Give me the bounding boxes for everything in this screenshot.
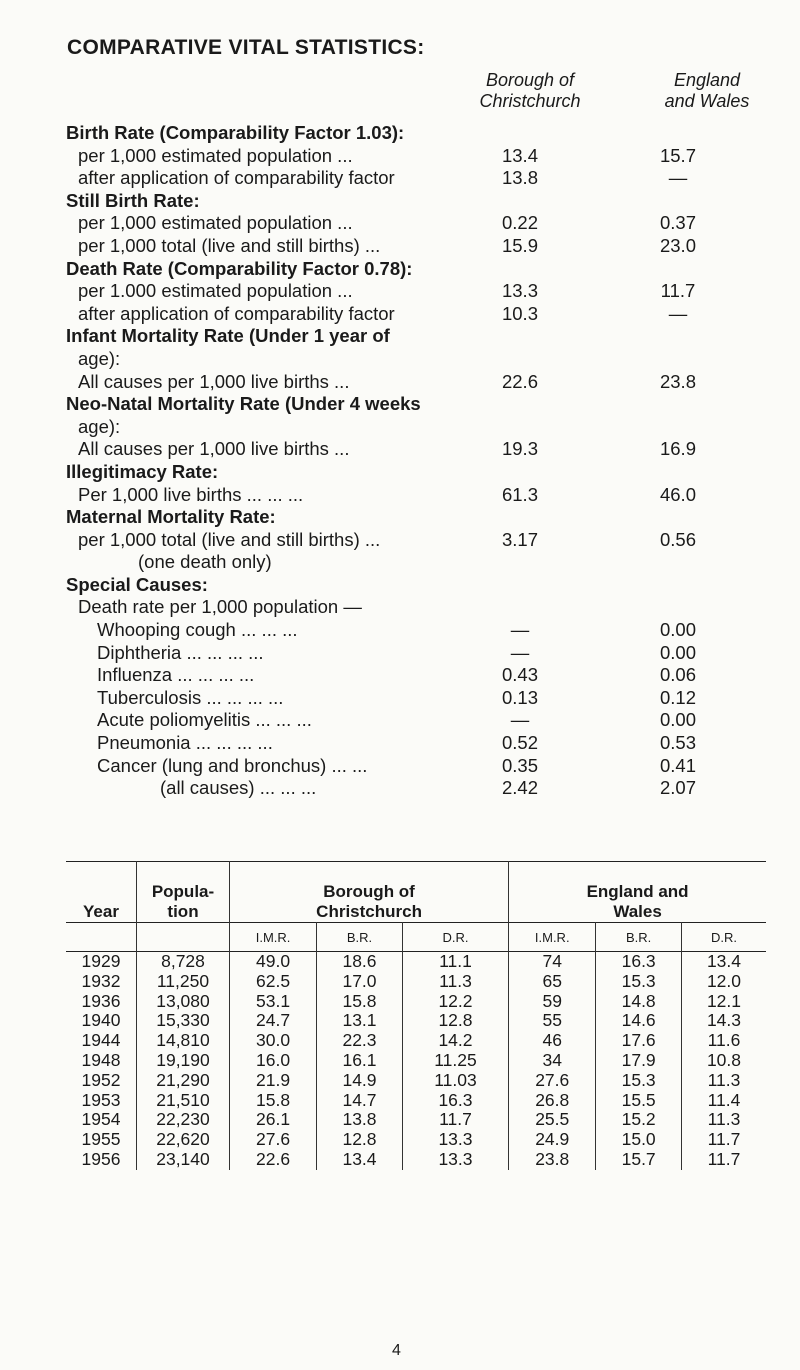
stat-value-national: — [668,167,688,189]
stat-value-borough: 13.4 [501,144,538,166]
stat-value-national: 0.00 [659,641,696,663]
cell-borough-br: 17.0 [317,972,403,992]
stat-value-borough: 0.52 [501,732,538,754]
cell-population: 22,620 [137,1130,230,1150]
stat-value-borough: 0.43 [501,664,538,686]
stat-label: age): [78,415,121,437]
cell-borough-dr: 13.3 [402,1150,508,1170]
cell-national-dr: 11.7 [681,1150,766,1170]
cell-national-br: 15.0 [596,1130,682,1150]
cell-national-imr: 23.8 [509,1150,596,1170]
cell-national-dr: 12.0 [681,972,766,992]
table-row [66,1011,766,1031]
stat-row [66,371,766,394]
stat-row [66,664,766,687]
cell-national-imr: 74 [509,952,596,972]
header-borough [230,862,509,923]
stat-label: Illegitimacy Rate: [66,460,219,482]
stat-value-borough: 19.3 [501,438,538,460]
cell-borough-br: 13.8 [317,1110,403,1130]
column-header-national-line2: and Wales [664,91,750,111]
table-row [66,1071,766,1091]
stat-label: Infant Mortality Rate (Under 1 year of [66,325,390,347]
cell-borough-imr: 24.7 [230,1011,317,1031]
cell-population: 14,810 [137,1031,230,1051]
cell-borough-imr: 21.9 [230,1071,317,1091]
cell-national-imr: 24.9 [509,1130,596,1150]
stat-value-borough: 13.8 [501,167,538,189]
stat-label: (all causes) ... ... ... [160,777,317,799]
stat-row [66,235,766,258]
stat-row [66,303,766,326]
cell-national-br: 15.7 [596,1150,682,1170]
stat-label: (one death only) [138,551,272,573]
subheader-borough-br: B.R. [317,923,403,952]
stat-row [66,732,766,755]
stat-label: after application of comparability factor [78,302,395,324]
stat-value-national: 0.53 [659,732,696,754]
stat-section-heading [66,122,766,145]
column-header-national [627,70,787,112]
cell-national-br: 14.8 [596,992,682,1012]
cell-borough-imr: 26.1 [230,1110,317,1130]
cell-year: 1944 [81,1030,121,1051]
stat-value-borough: 0.13 [501,686,538,708]
cell-borough-dr: 13.3 [402,1130,508,1150]
column-header-borough-line2: Christchurch [479,91,581,111]
column-header-national-line1: England [673,70,741,90]
table-row [66,992,766,1012]
table-row [66,1051,766,1071]
cell-borough-dr: 11.3 [402,972,508,992]
stat-value-borough: 2.42 [501,777,538,799]
stat-value-national: 2.07 [659,777,696,799]
stat-label: Still Birth Rate: [66,189,200,211]
cell-borough-imr: 27.6 [230,1130,317,1150]
stat-label: Tuberculosis ... ... ... ... [97,686,284,708]
subheader-borough-dr: D.R. [402,923,508,952]
cell-borough-imr: 49.0 [230,952,317,972]
stat-row [66,551,766,574]
column-header-borough [450,70,610,112]
stat-label: per 1,000 estimated population ... [78,144,353,166]
cell-national-br: 14.6 [596,1011,682,1031]
cell-national-br: 17.9 [596,1051,682,1071]
stat-label: per 1,000 total (live and still births) ... [78,234,381,256]
historical-rates-body [66,952,766,1170]
stat-value-borough: — [510,641,530,663]
cell-national-dr: 11.6 [681,1031,766,1051]
table-row [66,1150,766,1170]
stat-label: Influenza ... ... ... ... [97,664,255,686]
cell-population: 21,290 [137,1071,230,1091]
table-row [66,952,766,972]
stat-section-heading [66,190,766,213]
cell-borough-br: 14.7 [317,1091,403,1111]
cell-national-br: 15.2 [596,1110,682,1130]
stat-label: Maternal Mortality Rate: [66,506,276,528]
cell-national-dr: 11.4 [681,1091,766,1111]
stat-section-heading [66,574,766,597]
cell-national-br: 17.6 [596,1031,682,1051]
stat-label: per 1.000 estimated population ... [78,280,353,302]
stat-value-national: 0.37 [659,212,696,234]
stat-value-borough: 22.6 [501,370,538,392]
cell-national-br: 16.3 [596,952,682,972]
cell-population: 19,190 [137,1051,230,1071]
cell-national-dr: 13.4 [681,952,766,972]
table-row [66,1110,766,1130]
cell-borough-dr: 11.1 [402,952,508,972]
vital-statistics-list [66,122,766,800]
cell-national-br: 15.3 [596,1071,682,1091]
page-number: 4 [392,1342,401,1359]
stat-value-national: 23.0 [659,234,696,256]
historical-rates-table [66,861,766,1170]
stat-value-national: 15.7 [659,144,696,166]
column-header-borough-line1: Borough of [485,70,575,90]
stat-label: Death rate per 1,000 population — [78,596,362,618]
cell-borough-dr: 12.8 [402,1011,508,1031]
cell-population: 15,330 [137,1011,230,1031]
cell-population: 22,230 [137,1110,230,1130]
cell-year: 1929 [81,951,121,971]
stat-row [66,212,766,235]
stat-row [66,167,766,190]
cell-year: 1956 [81,1148,121,1169]
cell-national-imr: 65 [509,972,596,992]
cell-borough-imr: 22.6 [230,1150,317,1170]
stat-value-national: 0.12 [659,686,696,708]
cell-population: 11,250 [137,972,230,992]
header-year: Year [83,902,119,921]
stat-row [66,687,766,710]
stat-value-borough: 0.35 [501,754,538,776]
cell-borough-dr: 11.25 [402,1051,508,1071]
cell-national-br: 15.5 [596,1091,682,1111]
stat-section-heading [66,325,766,348]
stat-label: Death Rate (Comparability Factor 0.78): [66,257,413,279]
stat-label: age): [78,347,121,369]
cell-national-dr: 14.3 [681,1011,766,1031]
stat-row [66,529,766,552]
stat-label: Neo-Natal Mortality Rate (Under 4 weeks [66,393,421,415]
header-national [509,862,766,923]
cell-national-imr: 27.6 [509,1071,596,1091]
stat-label: Cancer (lung and bronchus) ... ... [97,754,368,776]
stat-label: Diphtheria ... ... ... ... [97,641,264,663]
stat-value-national: 11.7 [660,280,696,302]
cell-borough-dr: 11.7 [402,1110,508,1130]
header-population-line2: tion [167,902,199,921]
stat-label: Pneumonia ... ... ... ... [97,732,273,754]
stat-value-national: 23.8 [659,370,696,392]
stat-row [66,280,766,303]
cell-borough-imr: 53.1 [230,992,317,1012]
cell-borough-imr: 30.0 [230,1031,317,1051]
cell-national-imr: 55 [509,1011,596,1031]
stat-section-heading [66,506,766,529]
stat-value-borough: 61.3 [501,483,538,505]
cell-national-br: 15.3 [596,972,682,992]
stat-value-borough: 15.9 [501,234,538,256]
header-national-line2: Wales [613,902,662,921]
header-borough-line1: Borough of [323,882,415,901]
cell-year: 1955 [81,1129,121,1150]
stat-value-national: — [668,302,688,324]
subheader-national-imr: I.M.R. [509,923,596,952]
cell-borough-br: 14.9 [317,1071,403,1091]
stat-label: All causes per 1,000 live births ... [78,370,350,392]
stat-value-national: 0.56 [659,528,696,550]
cell-borough-dr: 11.03 [402,1071,508,1091]
stat-row [66,596,766,619]
cell-population: 23,140 [137,1150,230,1170]
subheader-blank-year [66,923,137,952]
stat-row [66,145,766,168]
stat-row [66,484,766,507]
stat-label: per 1,000 total (live and still births) ... [78,528,381,550]
cell-population: 21,510 [137,1091,230,1111]
cell-national-imr: 34 [509,1051,596,1071]
stat-section-heading [66,393,766,416]
cell-national-imr: 59 [509,992,596,1012]
stat-section-heading [66,461,766,484]
stat-value-borough: — [510,709,530,731]
cell-national-imr: 25.5 [509,1110,596,1130]
stat-label: All causes per 1,000 live births ... [78,438,350,460]
stat-value-borough: 10.3 [501,302,538,324]
cell-borough-dr: 14.2 [402,1031,508,1051]
stat-row [66,709,766,732]
stat-section-heading [66,258,766,281]
stat-value-national: 0.06 [659,664,696,686]
cell-national-imr: 46 [509,1031,596,1051]
stat-label: after application of comparability factor [78,167,395,189]
table-row [66,972,766,992]
stat-value-national: 0.00 [659,619,696,641]
stat-value-national: 0.41 [659,754,696,776]
table-row [66,1031,766,1051]
stat-label: Birth Rate (Comparability Factor 1.03): [66,122,405,143]
cell-national-dr: 11.3 [681,1110,766,1130]
stat-row [66,348,766,371]
cell-borough-br: 15.8 [317,992,403,1012]
header-national-line1: England and [586,882,689,901]
stat-value-national: 16.9 [659,438,696,460]
stat-value-national: 46.0 [659,483,696,505]
stat-row [66,438,766,461]
cell-borough-br: 18.6 [317,952,403,972]
stat-value-borough: — [510,619,530,641]
cell-national-dr: 10.8 [681,1051,766,1071]
cell-borough-imr: 15.8 [230,1091,317,1111]
cell-borough-br: 13.4 [317,1150,403,1170]
subheader-national-dr: D.R. [681,923,766,952]
stat-label: Whooping cough ... ... ... [97,619,298,641]
cell-national-dr: 11.7 [681,1130,766,1150]
cell-year: 1948 [81,1049,121,1070]
cell-population: 8,728 [137,952,230,972]
cell-borough-dr: 16.3 [402,1091,508,1111]
cell-borough-br: 16.1 [317,1051,403,1071]
cell-national-dr: 12.1 [681,992,766,1012]
page-title: COMPARATIVE VITAL STATISTICS: [67,36,425,59]
cell-borough-dr: 12.2 [402,992,508,1012]
header-population-line1: Popula- [151,882,215,901]
stat-row [66,619,766,642]
stat-row [66,642,766,665]
stat-value-borough: 13.3 [501,280,538,302]
cell-year: 1952 [81,1069,121,1090]
cell-national-dr: 11.3 [681,1071,766,1091]
table-row [66,1130,766,1150]
header-borough-line2: Christchurch [316,902,422,921]
cell-population: 13,080 [137,992,230,1012]
cell-borough-br: 12.8 [317,1130,403,1150]
stat-value-national: 0.00 [659,709,696,731]
stat-value-borough: 0.22 [501,212,538,234]
subheader-borough-imr: I.M.R. [230,923,317,952]
cell-year: 1932 [81,970,121,991]
cell-year: 1953 [81,1089,121,1110]
stat-value-borough: 3.17 [501,528,538,550]
cell-year: 1936 [81,990,121,1011]
stat-label: Acute poliomyelitis ... ... ... [97,709,312,731]
subheader-national-br: B.R. [596,923,682,952]
cell-national-imr: 26.8 [509,1091,596,1111]
stat-row [66,755,766,778]
stat-row [66,777,766,800]
subheader-blank-population [137,923,230,952]
cell-year: 1940 [81,1010,121,1031]
cell-borough-imr: 16.0 [230,1051,317,1071]
stat-label: Special Causes: [66,573,208,595]
cell-borough-br: 22.3 [317,1031,403,1051]
stat-label: per 1,000 estimated population ... [78,212,353,234]
cell-borough-imr: 62.5 [230,972,317,992]
table-row [66,1091,766,1111]
cell-year: 1954 [81,1109,121,1130]
stat-label: Per 1,000 live births ... ... ... [78,483,304,505]
header-population [137,862,230,923]
stat-row [66,416,766,439]
cell-borough-br: 13.1 [317,1011,403,1031]
